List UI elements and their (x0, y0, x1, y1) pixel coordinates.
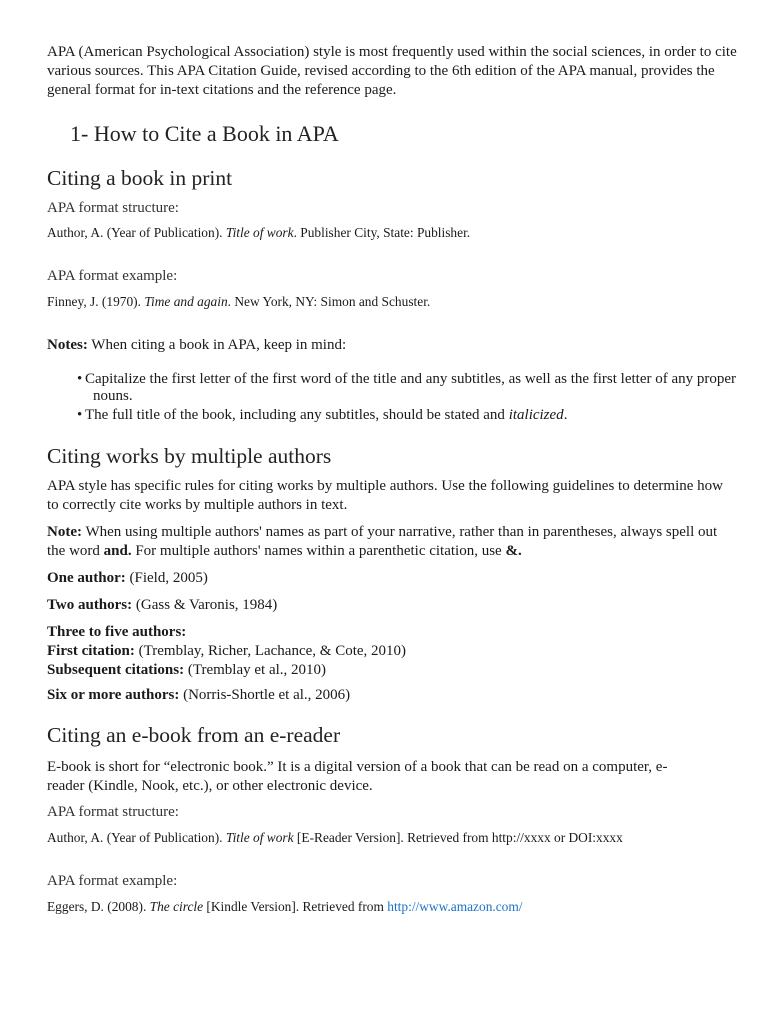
note-and-bold: and. (103, 543, 132, 559)
section-1-number: 1- (70, 121, 89, 146)
ebook-example-label: APA format example: (47, 873, 178, 889)
subsequent-citation-line (47, 661, 406, 680)
book-structure-label: APA format structure: (47, 200, 179, 216)
six-or-more-line (47, 686, 350, 705)
amazon-link[interactable]: http://www.amazon.com/ (387, 899, 523, 914)
citation-title-italic: The circle (149, 899, 204, 914)
two-authors-value: (Gass & Varonis, 1984) (132, 597, 278, 613)
bullet-icon: • (77, 407, 83, 423)
one-author-value: (Field, 2005) (125, 570, 208, 586)
ebook-example-citation (47, 898, 523, 915)
list-item-italic: italicized (508, 407, 564, 423)
format-text: Author, A. (Year of Publication). (47, 830, 226, 845)
citation-text: [Kindle Version]. Retrieved from (203, 899, 388, 914)
note-amp-bold: &. (505, 543, 522, 559)
bullet-icon: • (77, 371, 83, 387)
list-item-text: The full title of the book, including any subtitles, should be stated and (85, 407, 509, 423)
multiple-authors-note (47, 523, 737, 561)
format-text: . Publisher City, State: Publisher. (293, 225, 471, 240)
first-citation-label: First citation: (47, 643, 135, 659)
first-citation-value: (Tremblay, Richer, Lachance, & Cote, 2010) (134, 643, 407, 659)
first-citation-line (47, 642, 406, 661)
ebook-intro: E-book is short for “electronic book.” It is a digital version of a book that can be read on a computer, e-reader (Kindle, Nook, etc.), or other electronic device. (47, 759, 668, 794)
format-title-italic: Title of work (225, 225, 294, 240)
note-text: When using multiple authors' names as part of your narrative, rather than in parentheses, always spell out the word (47, 524, 718, 559)
note-text: For multiple authors' names within a parenthetic citation, use (131, 543, 506, 559)
three-to-five-label-line (47, 623, 406, 642)
list-item (47, 371, 747, 405)
notes-label: Notes: (47, 337, 88, 353)
citation-text: Finney, J. (1970). (47, 294, 145, 309)
three-to-five-block (47, 623, 406, 680)
citation-text: Eggers, D. (2008). (47, 899, 150, 914)
format-text: [E-Reader Version]. Retrieved from http://xxxx or DOI:xxxx (293, 830, 623, 845)
two-authors-label: Two authors: (47, 597, 133, 613)
citation-text: . New York, NY: Simon and Schuster. (227, 294, 431, 309)
one-author-line (47, 569, 208, 588)
book-example-label: APA format example: (47, 268, 178, 284)
notes-list (47, 371, 747, 426)
ebook-structure-format (47, 829, 623, 846)
format-title-italic: Title of work (225, 830, 294, 845)
book-example-citation (47, 293, 430, 310)
heading-ebook: Citing an e-book from an e-reader (47, 723, 341, 747)
intro-paragraph: APA (American Psychological Association) style is most frequently used within the social sciences, in order to cite various sources. This APA Citation Guide, revised according to the 6th edition of the APA manual, provides the general format for in-text citations and the reference page. (47, 44, 737, 98)
citation-title-italic: Time and again (144, 294, 228, 309)
subsequent-citation-value: (Tremblay et al., 2010) (184, 662, 327, 678)
note-label: Note: (47, 524, 82, 540)
section-1-title: How to Cite a Book in APA (93, 121, 339, 146)
subsequent-citation-label: Subsequent citations: (47, 662, 185, 678)
notes-text: When citing a book in APA, keep in mind: (87, 337, 347, 353)
two-authors-line (47, 596, 277, 615)
notes-line (47, 336, 346, 355)
three-to-five-label: Three to five authors: (47, 624, 187, 640)
list-item-text: Capitalize the first letter of the first word of the title and any subtitles, as well as the first letter of any proper nouns. (85, 371, 737, 404)
list-item (47, 407, 747, 424)
multiple-authors-intro: APA style has specific rules for citing works by multiple authors. Use the following guidelines to determine how to correctly cite works by multiple authors in text. (47, 478, 724, 513)
ebook-structure-label: APA format structure: (47, 804, 179, 820)
list-item-text: . (563, 407, 568, 423)
heading-citing-book-print: Citing a book in print (47, 166, 233, 190)
one-author-label: One author: (47, 570, 126, 586)
format-text: Author, A. (Year of Publication). (47, 225, 226, 240)
heading-multiple-authors: Citing works by multiple authors (47, 444, 332, 468)
six-or-more-value: (Norris-Shortle et al., 2006) (179, 687, 351, 703)
book-structure-format (47, 224, 470, 241)
section-1-heading (70, 121, 339, 147)
six-or-more-label: Six or more authors: (47, 687, 180, 703)
